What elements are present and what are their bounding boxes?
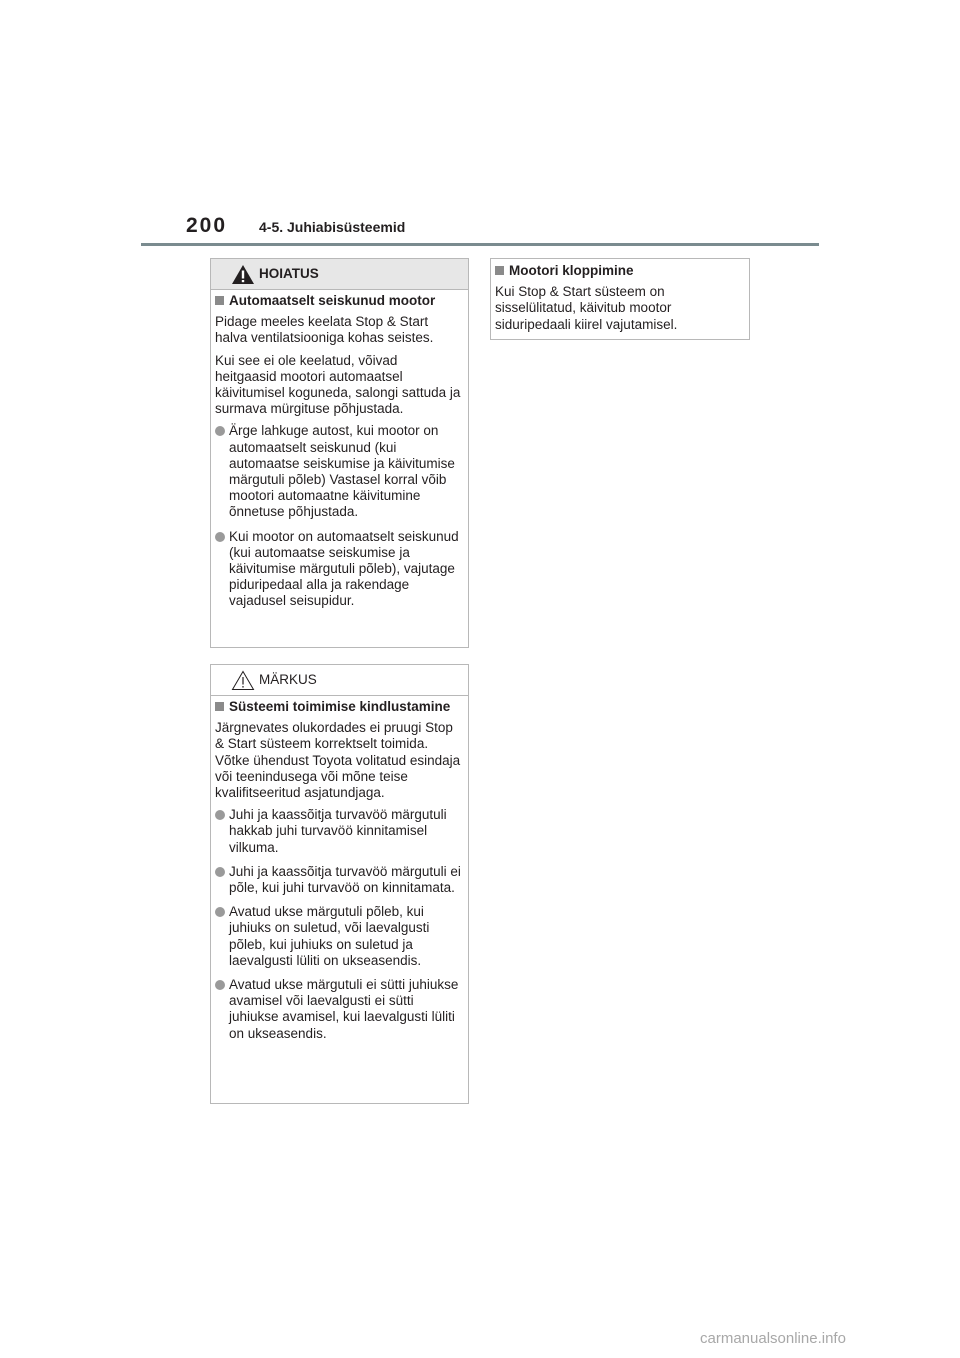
- note-bullet: [215, 864, 462, 896]
- note-bullet-text: Avatud ukse märgutuli põleb, kui juhiuks on suletud, või laevalgusti põleb, kui juhiuks on suletud ja laevalgusti lüliti on ukseasendis.: [229, 904, 430, 968]
- watermark: carmanualsonline.info: [700, 1330, 846, 1347]
- side-paragraph: Kui Stop & Start süsteem on sisselülitatud, käivitub mootor siduripedaali kiirel vajutamisel.: [495, 284, 678, 332]
- note-bullet-text: Juhi ja kaassõitja turvavöö märgutuli hakkab juhi turvavöö kinnitamisel vilkuma.: [229, 807, 447, 855]
- section-title: 4-5. Juhiabisüsteemid: [259, 219, 406, 235]
- bullet-dot-icon: [215, 532, 225, 542]
- note-bullet: [215, 904, 462, 969]
- warning-label: HOIATUS: [259, 266, 319, 281]
- side-subhead: Mootori kloppimine: [495, 263, 743, 279]
- warning-bullet: [215, 423, 462, 520]
- warning-paragraph: Pidage meeles keelata Stop & Start halva ventilatsiooniga kohas seistes.: [215, 314, 434, 346]
- warning-triangle-icon: [231, 264, 255, 285]
- header-rule: [141, 243, 819, 246]
- note-label: MÄRKUS: [259, 672, 317, 687]
- note-bullet-text: Juhi ja kaassõitja turvavöö märgutuli ei põle, kui juhi turvavöö on kinnitamata.: [229, 863, 461, 896]
- note-subhead: Süsteemi toimimise kindlustamine: [215, 699, 462, 715]
- bullet-dot-icon: [215, 980, 225, 990]
- side-info-box: [490, 258, 750, 340]
- warning-subhead: Automaatselt seiskunud mootor: [215, 293, 462, 309]
- note-paragraph: Järgnevates olukordades ei pruugi Stop & Start süsteem korrektselt toimida. Võtke ühendust Toyota volitatud esindaja või teenindusega või mõne teise kvalifitseeritud asjatundjaga.: [215, 720, 461, 801]
- note-bullet-text: Avatud ukse märgutuli ei sütti juhiukse avamisel või laevalgusti ei sütti juhiukse avamisel, kui laevalgusti lüliti on ukseasendis.: [229, 977, 459, 1041]
- bullet-dot-icon: [215, 810, 225, 820]
- bullet-dot-icon: [215, 867, 225, 877]
- warning-paragraph: Kui see ei ole keelatud, võivad heitgaasid mootori automaatsel käivitumisel koguneda, salongi sattuda ja surmava mürgituse põhjustada.: [215, 352, 461, 417]
- bullet-dot-icon: [215, 907, 225, 917]
- notice-triangle-icon: [231, 670, 255, 691]
- note-header: [211, 665, 468, 696]
- bullet-dot-icon: [215, 426, 225, 436]
- page-number: 200: [186, 214, 228, 237]
- warning-bullet: [215, 529, 462, 610]
- warning-box: [210, 258, 469, 648]
- note-bullet: [215, 977, 462, 1042]
- note-box: [210, 664, 469, 1104]
- note-bullet: [215, 807, 462, 856]
- warning-bullet-text: Ärge lahkuge autost, kui mootor on automaatselt seiskunud (kui automaatse seiskumise ja käivitumise märgutuli põleb) Vastasel korral võib mootori automaatne käivitumine õnnetuse põhjustada.: [229, 423, 455, 520]
- warning-bullet-text: Kui mootor on automaatselt seiskunud (kui automaatse seiskumise ja käivitumise märgutuli põleb), vajutage piduripedaal alla ja rakendage vajadusel seisupidur.: [229, 528, 459, 609]
- warning-header: [211, 259, 468, 290]
